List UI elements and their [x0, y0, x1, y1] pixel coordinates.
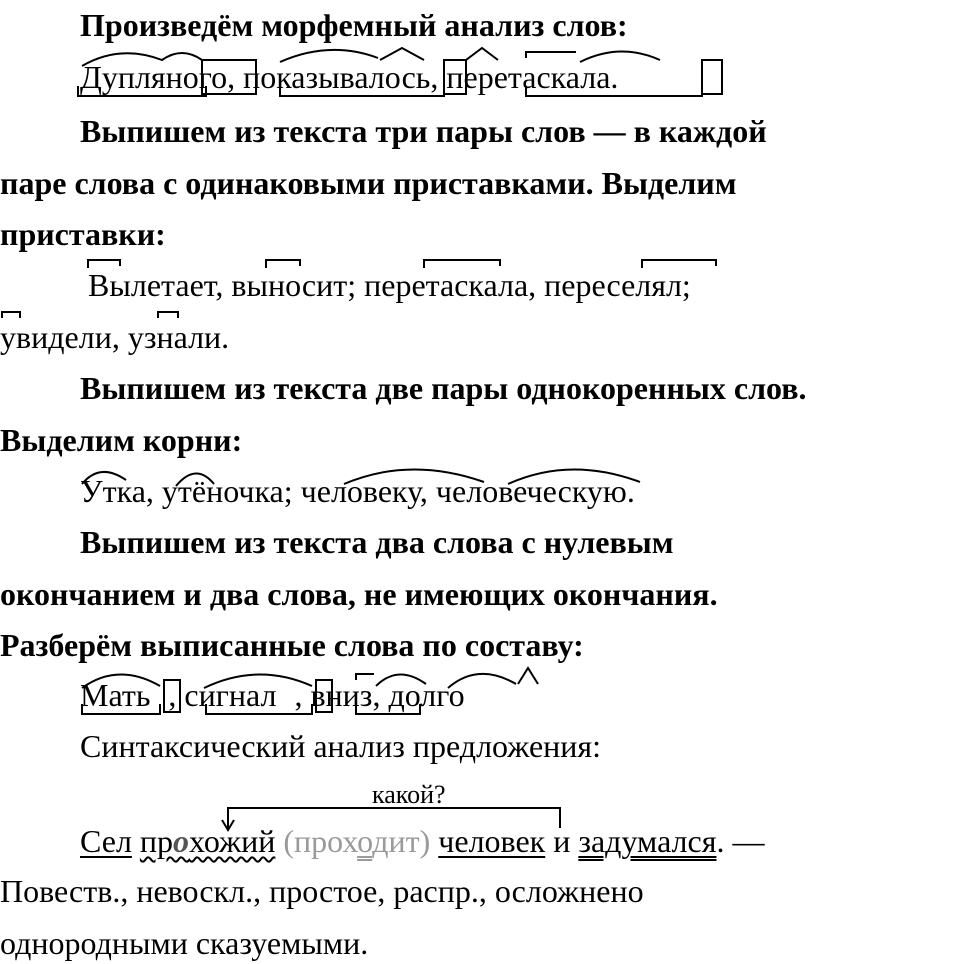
- characteristic-line2: однородными сказуемыми.: [0, 925, 369, 961]
- zero-word-mat: Мать: [80, 677, 151, 713]
- heading-morpheme-analysis: Произведём морфемный анализ слов:: [80, 7, 628, 43]
- morpheme-word-2: показывалось: [243, 59, 431, 95]
- morpheme-word-3: перетаскала: [446, 59, 611, 95]
- conjunction-word: и: [553, 823, 571, 859]
- subject-word: человек: [438, 823, 546, 859]
- task-root-line2: Выделим корни:: [0, 422, 243, 458]
- task-ending-line3: Разберём выписанные слова по составу:: [0, 627, 584, 663]
- suffix-mark-dolgo: [518, 668, 538, 684]
- attribute-word: прохожий: [139, 823, 276, 859]
- stressed-vowel: о: [173, 823, 190, 859]
- task-prefix-line3: приставки:: [0, 216, 166, 252]
- task-ending-line2: окончанием и два слова, не имеющих окончания.: [0, 576, 718, 612]
- task-root-line1: Выпишем из текста две пары однокоренных слов.: [80, 370, 807, 406]
- task-prefix-line1: Выпишем из текста три пары слов — в каждой: [80, 113, 767, 149]
- question-label: какой?: [372, 780, 446, 809]
- characteristic-line1: Повеств., невоскл., простое, распр., осложнено: [0, 873, 644, 909]
- zero-word-dolgo: долго: [388, 677, 465, 713]
- prefix-words-line2: увидели, узнали.: [0, 319, 230, 355]
- subject-predicate-sel: Сел: [80, 823, 132, 859]
- morpheme-words-line: Дупляного, показывалось, перетаскала.: [80, 59, 619, 95]
- zero-word-vniz: вниз: [310, 677, 373, 713]
- syntax-heading: Синтаксический анализ предложения:: [80, 728, 601, 764]
- predicate-word: задумался: [578, 823, 717, 859]
- check-word: (проходит): [283, 823, 431, 859]
- morpheme-word-1: Дупляного: [80, 59, 228, 95]
- root-words-line: Утка, утёночка; человеку, человеческую.: [80, 473, 635, 509]
- task-prefix-line2: паре слова с одинаковыми приставками. Выделим: [0, 165, 737, 201]
- analyzed-sentence: Сел прохожий (проходит) человек и задумался. —: [80, 823, 765, 859]
- ending-box-task: [702, 60, 722, 94]
- zero-ending-words-line: Мать , сигнал , вниз, долго: [80, 677, 465, 713]
- prefix-words-line1: Вылетает, выносит; перетаскала, переселял;: [88, 267, 691, 303]
- zero-word-signal: сигнал: [184, 677, 277, 713]
- task-ending-line1: Выпишем из текста два слова с нулевым: [80, 524, 674, 560]
